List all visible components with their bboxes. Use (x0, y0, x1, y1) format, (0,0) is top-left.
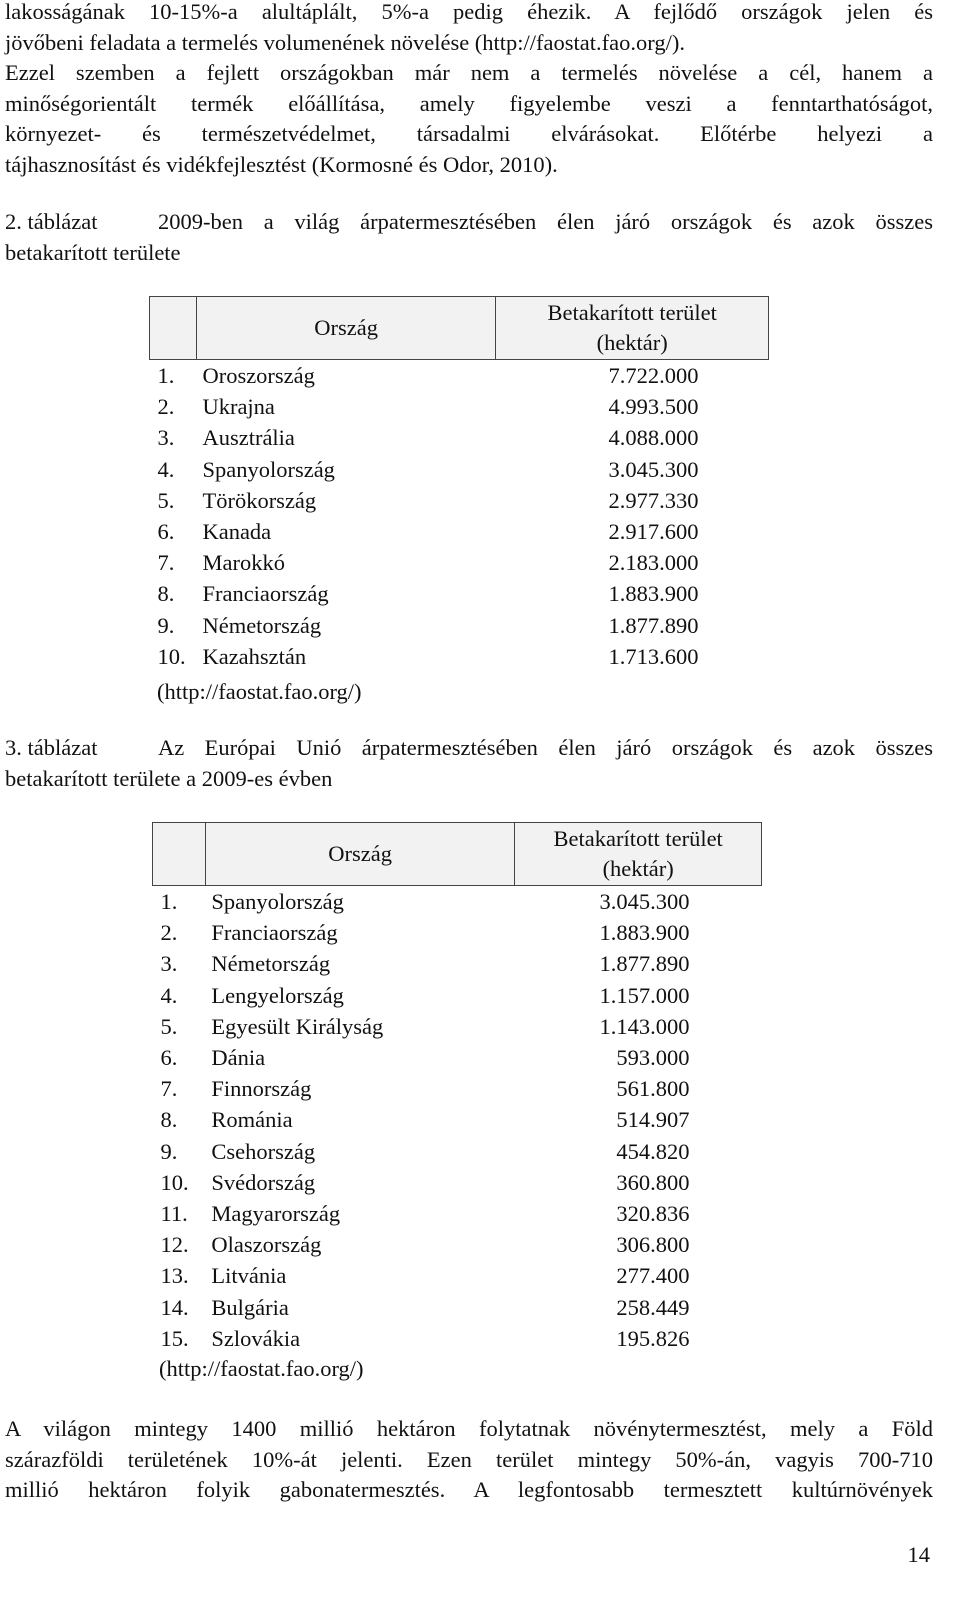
table-row (150, 547, 769, 578)
row-country: Franciaország (211, 920, 338, 946)
row-area: 195.826 (616, 1325, 690, 1351)
row-country: Spanyolország (211, 889, 344, 915)
row-area: 2.183.000 (608, 550, 699, 576)
table3-header-blank (153, 823, 206, 886)
row-rank: 15. (160, 1325, 189, 1351)
row-rank: 6. (157, 519, 175, 545)
table3-header-area: Betakarított terület (hektár) (515, 823, 762, 886)
text-line: minőségorientált termék előállítása, amely figyelembe veszi a fenntarthatóságot, (5, 90, 933, 116)
row-rank: 7. (157, 550, 175, 576)
row-area: 514.907 (616, 1107, 690, 1133)
table-row (150, 360, 769, 392)
table2 (149, 296, 769, 672)
row-area: 2.917.600 (608, 519, 699, 545)
text-line: környezet- és természetvédelmet, társadalmi elvárásokat. Előtérbe helyezi a (5, 121, 933, 147)
table-row (153, 1104, 762, 1135)
text-line: millió hektáron folyik gabonatermesztés. A legfontosabb termesztett kultúrnövények (5, 1477, 933, 1503)
row-rank: 7. (160, 1076, 178, 1102)
row-area: 306.800 (616, 1232, 690, 1258)
row-country: Ausztrália (202, 425, 295, 451)
text-line: tájhasznosítást és vidékfejlesztést (Kormosné és Odor, 2010). (5, 151, 558, 177)
text-line: jövőbeni feladata a termelés volumenének növelése (http://faostat.fao.org/). (5, 29, 685, 55)
table3-caption (5, 732, 933, 794)
table-row (150, 610, 769, 641)
row-country: Lengyelország (211, 982, 344, 1008)
row-country: Dánia (211, 1045, 266, 1071)
row-rank: 13. (160, 1263, 189, 1289)
row-country: Marokkó (202, 550, 285, 576)
row-rank: 1. (157, 363, 175, 389)
row-rank: 14. (160, 1294, 189, 1320)
row-area: 454.820 (616, 1138, 690, 1164)
table2-header-country: Ország (196, 297, 495, 360)
row-rank: 8. (157, 581, 175, 607)
table3-header-country: Ország (205, 823, 514, 886)
row-rank: 6. (160, 1045, 178, 1071)
intro-paragraph (5, 0, 933, 181)
row-area: 1.883.900 (608, 581, 699, 607)
row-country: Ukrajna (202, 394, 275, 420)
row-area: 561.800 (616, 1076, 690, 1102)
row-rank: 2. (157, 394, 175, 420)
table-row (150, 516, 769, 547)
row-country: Oroszország (202, 363, 315, 389)
row-area: 3.045.300 (599, 889, 690, 915)
row-rank: 10. (160, 1169, 189, 1195)
row-country: Kanada (202, 519, 272, 545)
row-rank: 11. (160, 1200, 188, 1226)
row-rank: 4. (160, 982, 178, 1008)
row-country: Franciaország (202, 581, 329, 607)
row-rank: 3. (157, 425, 175, 451)
table-row (153, 1198, 762, 1229)
table-row (153, 1011, 762, 1042)
table-row (153, 1136, 762, 1167)
row-rank: 8. (160, 1107, 178, 1133)
page-number: 14 (907, 1542, 930, 1567)
text-line: A világon mintegy 1400 millió hektáron folytatnak növénytermesztést, mely a Föld (5, 1416, 933, 1441)
row-area: 1.713.600 (608, 643, 699, 669)
table-row (153, 1042, 762, 1073)
row-area: 258.449 (616, 1294, 690, 1320)
table-row (153, 886, 762, 918)
table-row (153, 1291, 762, 1322)
table-row (153, 917, 762, 948)
table2-caption (5, 206, 933, 268)
table-row (153, 1073, 762, 1104)
row-area: 7.722.000 (608, 363, 699, 389)
closing-paragraph (5, 1414, 933, 1506)
table2-caption-title-cont: betakarított területe (5, 240, 181, 265)
row-country: Szlovákia (211, 1325, 301, 1351)
row-country: Csehország (211, 1138, 316, 1164)
table3-caption-title: Az Európai Unió árpatermesztésében élen járó országok és azok összes (158, 735, 933, 760)
table2-body (150, 360, 769, 672)
row-country: Olaszország (211, 1232, 322, 1258)
row-country: Egyesült Királyság (211, 1013, 384, 1039)
table-row (150, 578, 769, 609)
text-line: Ezzel szemben a fejlett országokban már nem a termelés növelése a cél, hanem a (5, 60, 933, 86)
table2-source: (http://faostat.fao.org/) (157, 679, 362, 704)
table2-header-row (150, 297, 769, 360)
row-country: Németország (211, 951, 331, 977)
table3-body (153, 886, 762, 1354)
table-row (153, 980, 762, 1011)
row-area: 4.088.000 (608, 425, 699, 451)
row-area: 1.143.000 (599, 1013, 690, 1039)
table-row (150, 641, 769, 672)
row-rank: 12. (160, 1232, 189, 1258)
table3-source: (http://faostat.fao.org/) (159, 1356, 364, 1381)
row-country: Svédország (211, 1169, 316, 1195)
row-country: Kazahsztán (202, 643, 307, 669)
row-rank: 2. (160, 920, 178, 946)
row-area: 320.836 (616, 1200, 690, 1226)
row-area: 277.400 (616, 1263, 690, 1289)
row-area: 3.045.300 (608, 456, 699, 482)
row-country: Litvánia (211, 1263, 287, 1289)
row-area: 1.883.900 (599, 920, 690, 946)
table2-caption-number: 2. táblázat (5, 209, 98, 234)
table-row (153, 948, 762, 979)
row-rank: 9. (160, 1138, 178, 1164)
row-country: Románia (211, 1107, 293, 1133)
table-row (153, 1323, 762, 1354)
table-row (150, 485, 769, 516)
text-line: szárazföldi területének 10%-át jelenti. Ezen terület mintegy 50%-án, vagyis 700-710 (5, 1446, 933, 1472)
row-rank: 4. (157, 456, 175, 482)
row-area: 2.977.330 (608, 487, 699, 513)
table-row (153, 1167, 762, 1198)
row-rank: 5. (160, 1013, 178, 1039)
table3 (152, 822, 762, 1354)
table3-caption-title-cont: betakarított területe a 2009-es évben (5, 766, 333, 791)
text-line: lakosságának 10-15%-a alultáplált, 5%-a pedig éhezik. A fejlődő országok jelen és (5, 0, 933, 24)
row-area: 1.877.890 (599, 951, 690, 977)
table-row (153, 1260, 762, 1291)
table2-header-area: Betakarított terület (hektár) (496, 297, 769, 360)
row-country: Törökország (202, 487, 317, 513)
row-country: Finnország (211, 1076, 312, 1102)
row-area: 593.000 (616, 1045, 690, 1071)
table-row (153, 1229, 762, 1260)
row-rank: 3. (160, 951, 178, 977)
table3-caption-number: 3. táblázat (5, 735, 98, 760)
row-country: Spanyolország (202, 456, 335, 482)
table2-caption-title: 2009-ben a világ árpatermesztésében élen járó országok és azok összes (158, 209, 933, 234)
row-area: 360.800 (616, 1169, 690, 1195)
row-country: Magyarország (211, 1200, 341, 1226)
row-rank: 9. (157, 612, 175, 638)
row-rank: 10. (157, 643, 186, 669)
row-country: Németország (202, 612, 322, 638)
row-area: 1.157.000 (599, 982, 690, 1008)
row-area: 1.877.890 (608, 612, 699, 638)
row-country: Bulgária (211, 1294, 289, 1320)
table-row (150, 422, 769, 453)
row-rank: 5. (157, 487, 175, 513)
table2-header-blank (150, 297, 197, 360)
table3-header-row (153, 823, 762, 886)
table-row (150, 391, 769, 422)
row-rank: 1. (160, 889, 178, 915)
table-row (150, 454, 769, 485)
row-area: 4.993.500 (608, 394, 699, 420)
